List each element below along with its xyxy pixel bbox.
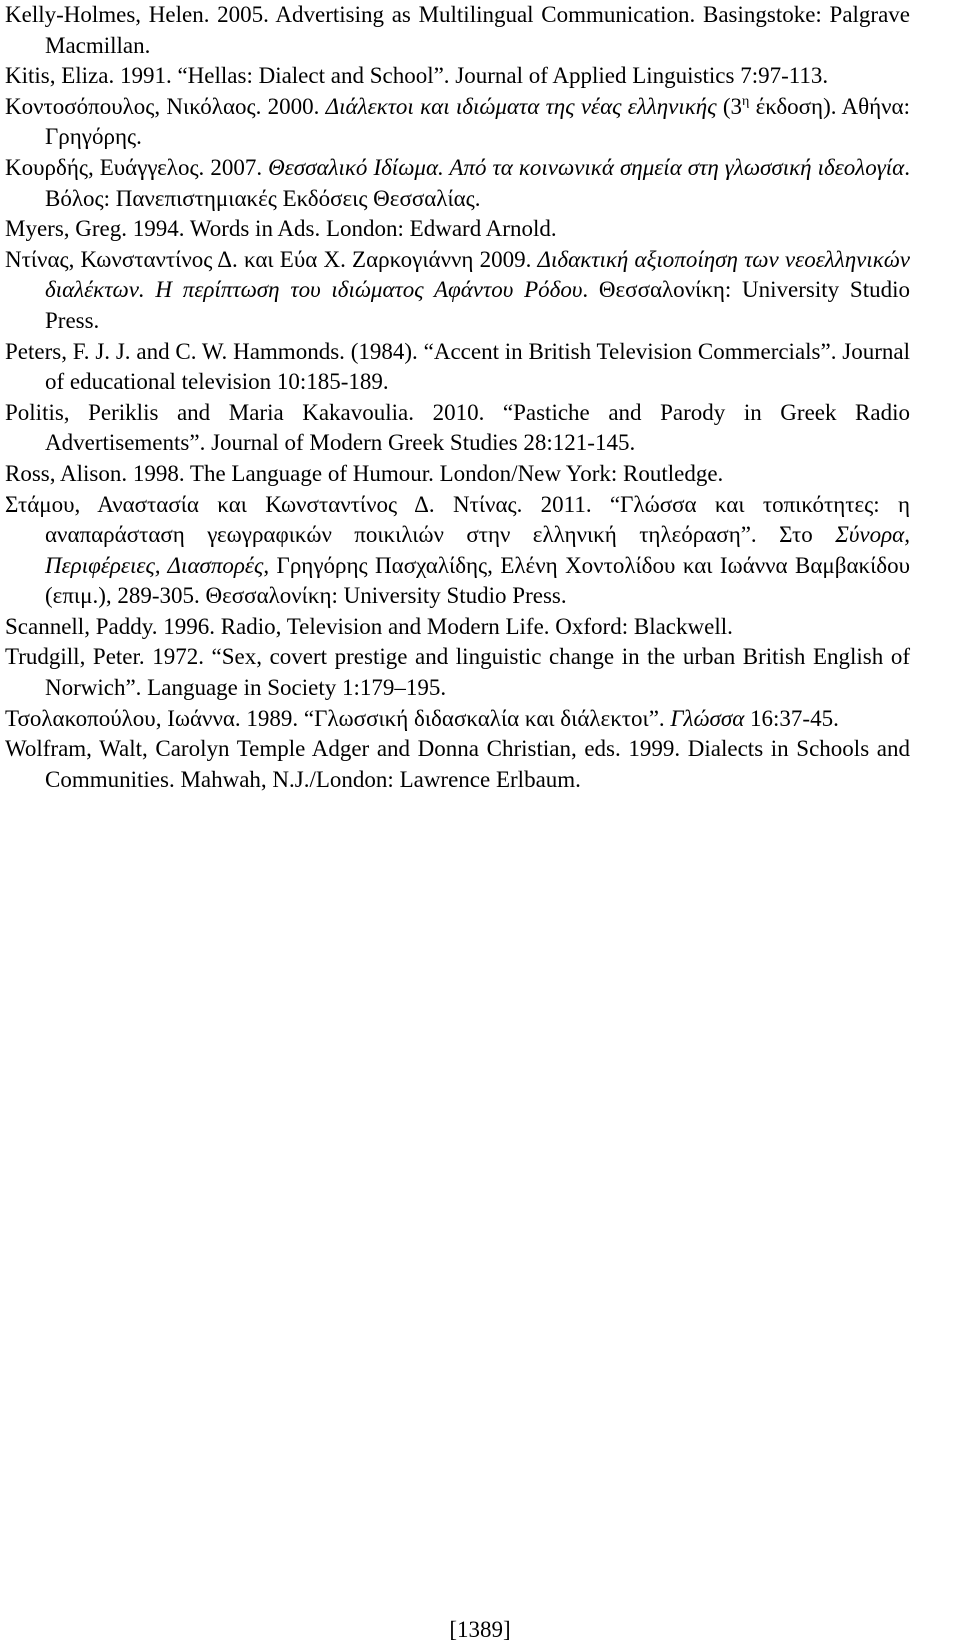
- reference-text: . Βόλος: Πανεπιστημιακές Εκδόσεις Θεσσαλίας.: [45, 154, 910, 211]
- reference-entry: [5, 734, 910, 795]
- reference-text: Τσολακοπούλου, Ιωάννα. 1989. “Γλωσσική διδασκαλία και διάλεκτοι”.: [5, 705, 671, 731]
- reference-text: , Γρηγόρης Πασχαλίδης, Ελένη Χοντολίδου και Ιωάννα Βαμβακίδου (επιμ.), 289-305. Θεσσαλονίκη: University Studio Press.: [45, 552, 911, 609]
- reference-entry: [5, 245, 910, 337]
- reference-text: Ντίνας, Κωνσταντίνος Δ. και Εύα Χ. Ζαρκογιάννη 2009.: [5, 246, 538, 272]
- reference-entry: [5, 92, 910, 153]
- italic-title: Διδακτική αξιοποίηση των νεοελληνικών διαλέκτων. Η περίπτωση του ιδιώματος Αφάντου Ρόδου: [45, 246, 910, 303]
- reference-text: Peters, F. J. J. and C. W. Hammonds. (1984). “Accent in British Television Commercials”. Journal of educational television 10:185-189.: [5, 338, 910, 395]
- reference-entry: [5, 214, 910, 245]
- reference-entry: [5, 459, 910, 490]
- reference-text: έκδοση). Αθήνα: Γρηγόρης.: [45, 93, 910, 150]
- reference-text: Scannell, Paddy. 1996. Radio, Television and Modern Life. Oxford: Blackwell.: [5, 613, 733, 639]
- reference-list: [5, 0, 910, 795]
- reference-entry: [5, 61, 910, 92]
- reference-entry: [5, 337, 910, 398]
- italic-title: Διάλεκτοι και ιδιώματα της νέας ελληνικής: [325, 93, 717, 119]
- reference-entry: [5, 153, 910, 214]
- reference-text: 16:37-45.: [744, 705, 839, 731]
- italic-title: Θεσσαλικό Ιδίωμα. Από τα κοινωνικά σημεία στη γλωσσική ιδεολογία: [268, 154, 905, 180]
- reference-text: Wolfram, Walt, Carolyn Temple Adger and Donna Christian, eds. 1999. Dialects in Schools and Communities. Mahwah, N.J./London: Lawrence Erlbaum.: [5, 736, 910, 792]
- page-number: [1389]: [449, 1617, 511, 1642]
- reference-text: Στάμου, Αναστασία και Κωνσταντίνος Δ. Ντίνας. 2011. “Γλώσσα και τοπικότητες: η αναπαράσταση γεωγραφικών ποικιλιών στην ελληνική τηλεόραση”. Στο: [5, 491, 910, 548]
- reference-text: Myers, Greg. 1994. Words in Ads. London: Edward Arnold.: [5, 216, 557, 242]
- italic-title: Γλώσσα: [670, 705, 745, 731]
- reference-text: Kelly-Holmes, Helen. 2005. Advertising as Multilingual Communication. Basingstoke: Palgrave Macmillan.: [5, 2, 910, 58]
- reference-entry: [5, 704, 910, 735]
- superscript: η: [741, 93, 750, 109]
- reference-text: Politis, Periklis and Maria Kakavoulia. 2010. “Pastiche and Parody in Greek Radio Advertisements”. Journal of Modern Greek Studies 28:121-145.: [5, 399, 910, 456]
- reference-text: Κοντοσόπουλος, Νικόλαος. 2000.: [5, 93, 326, 119]
- reference-entry: [5, 612, 910, 643]
- reference-entry: [5, 642, 910, 703]
- reference-text: . Θεσσαλονίκη: University Studio Press.: [45, 277, 910, 333]
- reference-entry: [5, 398, 910, 459]
- reference-text: (3: [716, 93, 742, 119]
- reference-entry: [5, 0, 910, 61]
- reference-entry: [5, 490, 910, 612]
- reference-text: Trudgill, Peter. 1972. “Sex, covert prestige and linguistic change in the urban British English of Norwich”. Language in Society 1:179–195.: [5, 644, 910, 701]
- reference-text: Ross, Alison. 1998. The Language of Humour. London/New York: Routledge.: [5, 460, 724, 486]
- reference-text: Κουρδής, Ευάγγελος. 2007.: [5, 154, 269, 180]
- italic-title: Σύνορα, Περιφέρειες, Διασπορές: [45, 522, 910, 578]
- reference-text: Kitis, Eliza. 1991. “Hellas: Dialect and School”. Journal of Applied Linguistics 7:97-113.: [5, 63, 829, 89]
